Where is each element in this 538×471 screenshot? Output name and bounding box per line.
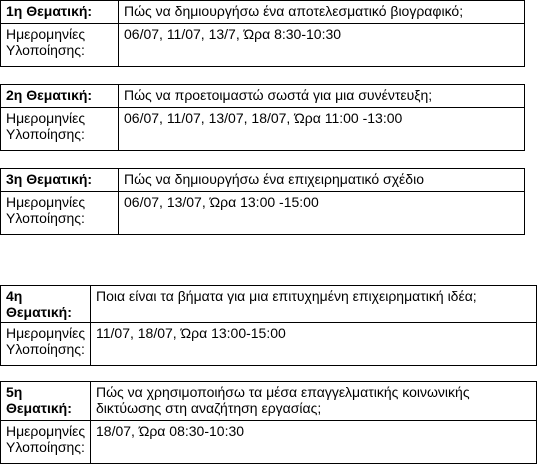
- topic-table-5: [0, 381, 537, 464]
- topic-title: Πώς να χρησιμοποιήσω τα μέσα επαγγελματικής κοινωνικής δικτύωσης στη αναζήτηση εργασίας;: [91, 382, 537, 421]
- topic-label: 5η Θεματική:: [1, 382, 91, 421]
- dates-label-line2: Υλοποίησης:: [6, 126, 85, 142]
- dates-label-line1: Ημερομηνίες: [6, 194, 86, 210]
- topic-table-4: [0, 285, 537, 366]
- topic-label: 3η Θεματική:: [1, 169, 119, 192]
- dates-label: [1, 108, 119, 151]
- topic-title: Πώς να δημιουργήσω ένα αποτελεσματικό βιογραφικό;: [119, 1, 525, 24]
- topic-title: Ποια είναι τα βήματα για μια επιτυχημένη επιχειρηματική ιδέα;: [91, 286, 537, 323]
- dates-label-line1: Ημερομηνίες: [6, 325, 86, 341]
- dates-label-line2: Υλοποίησης:: [6, 439, 85, 455]
- dates-label-line2: Υλοποίησης:: [6, 42, 85, 58]
- dates-label: [1, 323, 91, 366]
- dates-label: [1, 421, 91, 464]
- dates-label-line2: Υλοποίησης:: [6, 210, 85, 226]
- dates-value: 18/07, Ώρα 08:30-10:30: [91, 421, 537, 464]
- dates-label: [1, 24, 119, 67]
- topic-label: 4η Θεματική:: [1, 286, 91, 323]
- dates-value: 11/07, 18/07, Ώρα 13:00-15:00: [91, 323, 537, 366]
- topic-title: Πώς να δημιουργήσω ένα επιχειρηματικό σχέδιο: [119, 169, 525, 192]
- dates-value: 06/07, 11/07, 13/07, 18/07, Ώρα 11:00 -13:00: [119, 108, 525, 151]
- dates-value: 06/07, 13/07, Ώρα 13:00 -15:00: [119, 192, 525, 235]
- dates-label-line1: Ημερομηνίες: [6, 110, 86, 126]
- topic-table-1: [0, 0, 525, 67]
- topic-table-2: [0, 84, 525, 151]
- dates-label-line2: Υλοποίησης:: [6, 341, 85, 357]
- dates-label-line1: Ημερομηνίες: [6, 423, 86, 439]
- topic-table-3: [0, 168, 525, 235]
- dates-label-line1: Ημερομηνίες: [6, 26, 86, 42]
- dates-value: 06/07, 11/07, 13/7, Ώρα 8:30-10:30: [119, 24, 525, 67]
- topic-label: 1η Θεματική:: [1, 1, 119, 24]
- topic-label: 2η Θεματική:: [1, 85, 119, 108]
- dates-label: [1, 192, 119, 235]
- topic-title: Πώς να προετοιμαστώ σωστά για μια συνέντευξη;: [119, 85, 525, 108]
